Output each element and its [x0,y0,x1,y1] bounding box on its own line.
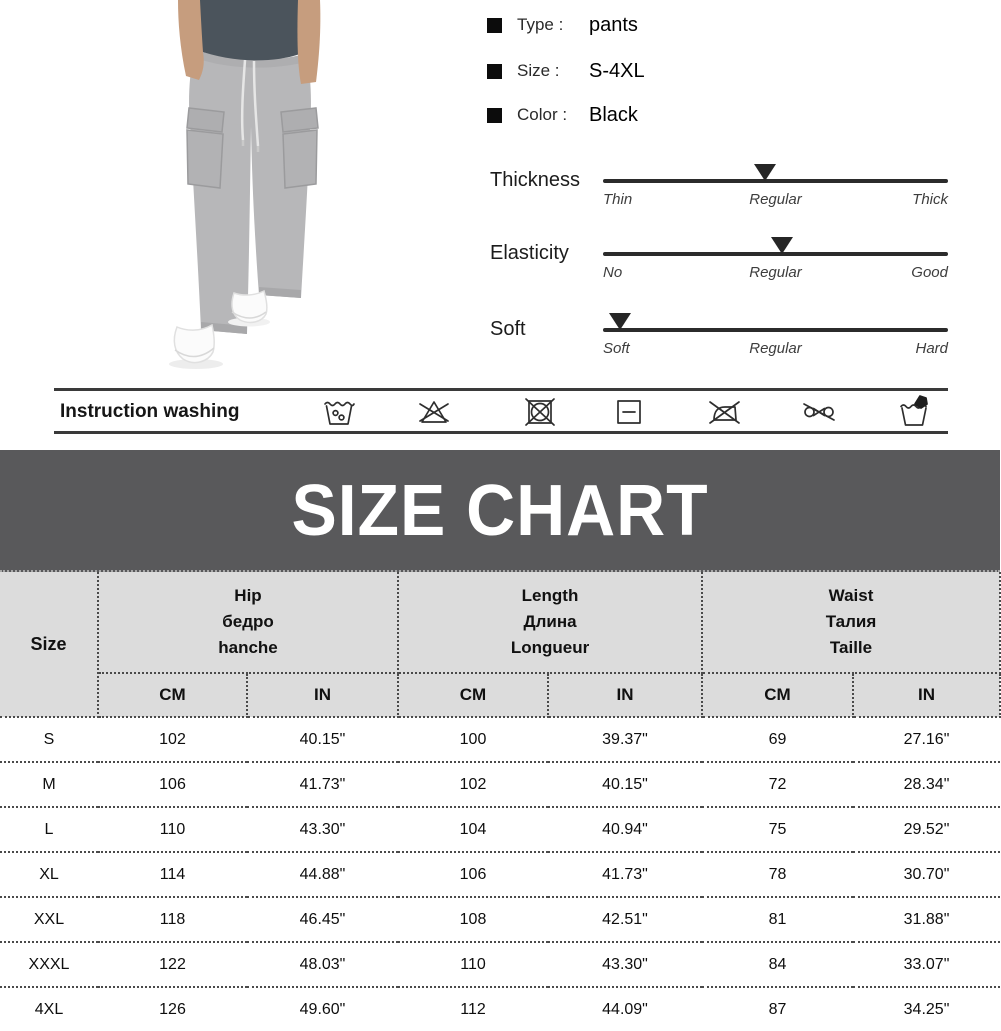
slider-marker-icon [609,313,631,330]
header-line: Taille [829,638,873,657]
scale-label-min: No [603,264,623,281]
washing-instructions [54,388,948,434]
size-cell: L [0,807,98,852]
scale-label-mid: Regular [749,340,802,357]
size-cell: M [0,762,98,807]
value-cell: 34.25" [903,1000,950,1018]
header-line: Waist [828,586,874,605]
header-waist [702,572,1000,673]
value-cell: 33.07" [853,942,1000,987]
slider-track [603,328,948,332]
size-chart-table [0,572,1001,1031]
value-cell: 41.73" [548,852,702,897]
header-line: бедро [222,612,274,631]
slider-soft [0,314,1000,374]
value-cell: 29.52" [853,807,1000,852]
spec-row-size [487,58,645,84]
slider-marker-icon [771,237,793,254]
header-line: Hip [234,586,262,605]
value-cell: 112 [460,1000,486,1018]
scale-label-max: Hard [915,340,948,357]
value-cell: 30.70" [853,852,1000,897]
value-cell: 39.37" [548,717,702,762]
value-cell: 49.60" [299,1000,346,1018]
value-cell: 27.16" [853,717,1000,762]
value-cell: 102 [98,717,247,762]
value-cell: 43.30" [548,942,702,987]
value-cell: 40.15" [247,717,398,762]
value-cell: 87 [768,1000,787,1018]
table-row [0,807,1000,852]
scale-label-max: Thick [912,191,948,208]
do-not-tumble-dry-icon [522,394,558,430]
spec-value: Black [589,103,638,126]
scale-label-min: Thin [603,191,633,208]
table-row [0,942,1000,987]
size-cell: S [0,717,98,762]
value-cell: 100 [398,717,548,762]
header-line: hanche [218,638,278,657]
value-cell: 46.45" [247,897,398,942]
value-cell: 110 [98,807,247,852]
value-cell: 40.15" [548,762,702,807]
unit-header: CM [98,673,247,717]
value-cell: 44.09" [602,1000,648,1018]
value-cell: 108 [398,897,548,942]
do-not-wring-icon [801,394,837,430]
size-cell: XL [0,852,98,897]
header-hip [98,572,398,673]
value-cell: 31.88" [853,897,1000,942]
scale-label-mid: Regular [749,191,802,208]
value-cell: 102 [398,762,548,807]
do-not-iron-icon [706,394,742,430]
size-table-body [0,717,1000,1031]
value-cell: 78 [702,852,853,897]
value-cell: 114 [98,852,247,897]
unit-header: IN [548,673,702,717]
spec-value: pants [589,13,638,36]
value-cell: 84 [702,942,853,987]
wash-gentle-icon [321,394,357,430]
value-cell: 118 [98,897,247,942]
slider-scale [603,191,948,211]
header-length [398,572,702,673]
spec-value: S-4XL [589,59,645,82]
value-cell: 81 [702,897,853,942]
value-cell: 44.88" [247,852,398,897]
value-cell: 106 [398,852,548,897]
value-cell: 75 [702,807,853,852]
value-cell: 126 [159,1000,186,1018]
value-cell: 106 [98,762,247,807]
header-line: Длина [523,612,577,631]
value-cell: 69 [702,717,853,762]
header-size: Size [0,572,98,717]
size-cell: 4XL [34,1000,64,1018]
slider-thickness [0,165,1000,225]
spec-row-type [487,12,638,38]
header-line: Length [521,586,579,605]
size-table-header [0,572,1000,717]
spec-row-color [487,102,638,128]
slider-title: Elasticity [490,242,569,264]
scale-label-mid: Regular [749,264,802,281]
square-bullet-icon [487,18,502,33]
header-line: Longueur [510,638,590,657]
spec-label: Size : [517,61,560,80]
size-cell: XXL [0,897,98,942]
spec-label: Color : [517,105,568,124]
hand-wash-icon [896,394,932,430]
spec-label: Type : [517,15,564,34]
square-bullet-icon [487,64,502,79]
size-cell: XXXL [0,942,98,987]
value-cell: 104 [398,807,548,852]
unit-header: CM [702,673,853,717]
value-cell: 42.51" [548,897,702,942]
table-row [0,762,1000,807]
size-chart-banner [0,450,1000,572]
slider-elasticity [0,238,1000,298]
value-cell: 40.94" [548,807,702,852]
do-not-bleach-icon [416,394,452,430]
dry-flat-icon [611,394,647,430]
value-cell: 43.30" [247,807,398,852]
value-cell: 41.73" [247,762,398,807]
value-cell: 122 [98,942,247,987]
slider-title: Soft [490,318,526,340]
square-bullet-icon [487,108,502,123]
unit-header: IN [853,673,1000,717]
scale-label-min: Soft [603,340,630,357]
slider-marker-icon [754,164,776,181]
table-row [0,987,1000,1031]
value-cell: 72 [702,762,853,807]
table-row [0,852,1000,897]
unit-header: IN [247,673,398,717]
table-row [0,897,1000,942]
scale-label-max: Good [911,264,948,281]
slider-scale [603,264,948,284]
shirt [194,0,303,60]
unit-header: CM [398,673,548,717]
slider-scale [603,340,948,360]
slider-track [603,252,948,256]
header-line: Талия [825,612,877,631]
table-row [0,717,1000,762]
size-chart-title: SIZE CHART [291,469,709,551]
value-cell: 48.03" [247,942,398,987]
value-cell: 110 [398,942,548,987]
slider-title: Thickness [490,169,581,191]
value-cell: 28.34" [853,762,1000,807]
washing-label: Instruction washing [60,401,240,422]
slider-track [603,179,948,183]
